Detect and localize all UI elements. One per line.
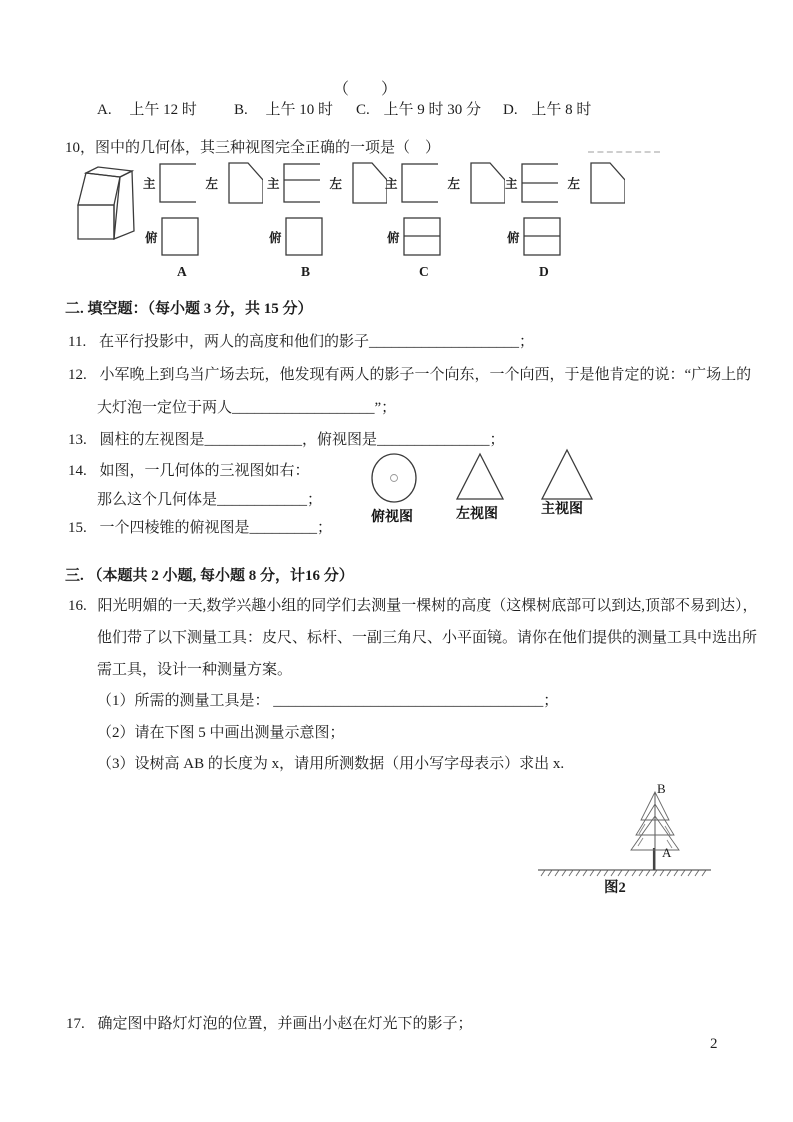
q9-option-b — [234, 98, 333, 119]
q14-text-line1: 如图，一几何体的三视图如右： — [99, 463, 310, 479]
q9-option-c — [356, 98, 481, 119]
q16-part-3: （3）设树高 AB 的长度为 x，请用所测数据（用小写字母表示）求出 x. — [97, 756, 565, 772]
q14-number: 14. — [68, 463, 87, 479]
q11-text: 在平行投影中，两人的高度和他们的影子____________________； — [98, 334, 534, 350]
q14-front-view-triangle-icon — [539, 447, 595, 503]
left-view-label: 左 — [329, 177, 342, 191]
q9-option-a-text: 上午 12 时 — [129, 102, 197, 118]
question-16-line3: 需工具，设计一种测量方案。 — [97, 662, 293, 678]
left-view-label: 左 — [205, 177, 218, 191]
q10-option-d-letter: D — [539, 264, 549, 279]
q14-left-view-triangle-icon — [454, 452, 506, 502]
q13-text: 圆柱的左视图是_____________，俯视图是_______________； — [99, 432, 505, 448]
question-12-line1 — [68, 363, 751, 384]
front-view-square-icon — [159, 163, 197, 203]
left-view-pentagon-icon — [470, 162, 505, 204]
q17-text: 确定图中路灯灯泡的位置，并画出小赵在灯光下的影子； — [97, 1016, 473, 1032]
front-view-divided-square-icon — [521, 163, 559, 203]
q16-part-2: （2）请在下图 5 中画出测量示意图； — [97, 725, 345, 741]
question-16-line1 — [68, 594, 758, 615]
q16-part-1: （1）所需的测量工具是： ____________________________________； — [97, 693, 559, 709]
q14-front-view-caption: 主视图 — [541, 500, 583, 516]
tree-label-a: A — [662, 845, 672, 860]
q16-number: 16. — [68, 598, 87, 614]
top-view-square-icon — [285, 217, 323, 256]
left-view-pentagon-icon — [352, 162, 387, 204]
q9-option-a-label: A. — [97, 102, 112, 118]
q16-tree-figure — [533, 780, 719, 878]
question-12-line2: 大灯泡一定位于两人___________________”； — [97, 400, 397, 416]
question-15 — [68, 516, 332, 537]
scan-smudge-artifact — [588, 151, 660, 153]
q10-solid-3d-icon — [74, 163, 140, 245]
q9-option-b-label: B. — [234, 102, 248, 118]
q10-option-a-letter: A — [177, 264, 187, 279]
q12-text-line1: 小军晚上到乌当广场去玩，他发现有两人的影子一个向东，一个向西，于是他肯定的说：“广场上的 — [99, 367, 752, 383]
q14-top-view-caption: 俯视图 — [371, 508, 413, 524]
question-11 — [68, 330, 534, 351]
q10-option-c-letter: C — [419, 264, 429, 279]
top-view-label: 俯 — [145, 230, 158, 245]
q10-option-c-views — [385, 160, 505, 280]
left-view-pentagon-icon — [590, 162, 625, 204]
q15-number: 15. — [68, 520, 87, 536]
q9-option-c-label: C. — [356, 102, 370, 118]
question-16-line2: 他们带了以下测量工具：皮尺、标杆、一副三角尺、小平面镜。请你在他们提供的测量工具中选出所 — [97, 630, 758, 646]
left-view-label: 左 — [567, 177, 580, 191]
q10-figure — [64, 157, 744, 289]
top-view-label: 俯 — [387, 230, 400, 245]
tree-label-b: B — [657, 781, 666, 796]
left-view-label: 左 — [447, 177, 460, 191]
q15-text: 一个四棱锥的俯视图是_________； — [99, 520, 333, 536]
top-view-divided-square-icon — [523, 217, 561, 256]
q10-option-d-views — [505, 160, 625, 280]
q9-answer-bracket: （ ） — [332, 81, 397, 98]
top-view-label: 俯 — [507, 230, 520, 245]
q10-option-b-letter: B — [301, 264, 311, 279]
question-13 — [68, 428, 505, 449]
tree-figure-caption: 图2 — [604, 880, 626, 896]
q11-number: 11. — [68, 334, 87, 350]
q16-text-line1: 阳光明媚的一天,数学兴趣小组的同学们去测量一棵树的高度（这棵树底部可以到达,顶部不易到达）， — [97, 598, 758, 614]
question-14-line1 — [68, 459, 310, 480]
q14-left-view-caption: 左视图 — [456, 505, 498, 521]
q14-top-view-circle-icon — [370, 452, 418, 506]
section-2-title: 二. 填空题：（每小题 3 分，共 15 分） — [65, 301, 313, 317]
q12-number: 12. — [68, 367, 87, 383]
top-view-square-icon — [161, 217, 199, 256]
q17-number: 17. — [66, 1016, 85, 1032]
top-view-divided-square-icon — [403, 217, 441, 256]
top-view-label: 俯 — [269, 230, 282, 245]
left-view-pentagon-icon — [228, 162, 263, 204]
front-view-label: 主 — [143, 177, 156, 191]
question-14-line2: 那么这个几何体是____________； — [97, 492, 323, 508]
q9-option-d-label: D. — [503, 102, 518, 118]
front-view-square-icon — [401, 163, 439, 203]
section-3-title: 三. （本题共 2 小题, 每小题 8 分，计16 分） — [65, 568, 354, 584]
page-number: 2 — [710, 1036, 718, 1052]
front-view-label: 主 — [385, 177, 398, 191]
front-view-label: 主 — [267, 177, 280, 191]
front-view-divided-square-icon — [283, 163, 321, 203]
q10-option-b-views — [267, 160, 387, 280]
q13-number: 13. — [68, 432, 87, 448]
front-view-label: 主 — [505, 177, 518, 191]
q9-option-c-text: 上午 9 时 30 分 — [383, 102, 482, 118]
q9-option-a — [97, 98, 197, 119]
q9-option-d-text: 上午 8 时 — [531, 102, 592, 118]
q9-option-b-text: 上午 10 时 — [265, 102, 334, 118]
q10-option-a-views — [143, 160, 263, 280]
question-10-text: 10，图中的几何体，其三种视图完全正确的一项是（ ） — [65, 140, 441, 156]
q9-option-d — [503, 98, 591, 119]
question-17 — [66, 1012, 473, 1033]
